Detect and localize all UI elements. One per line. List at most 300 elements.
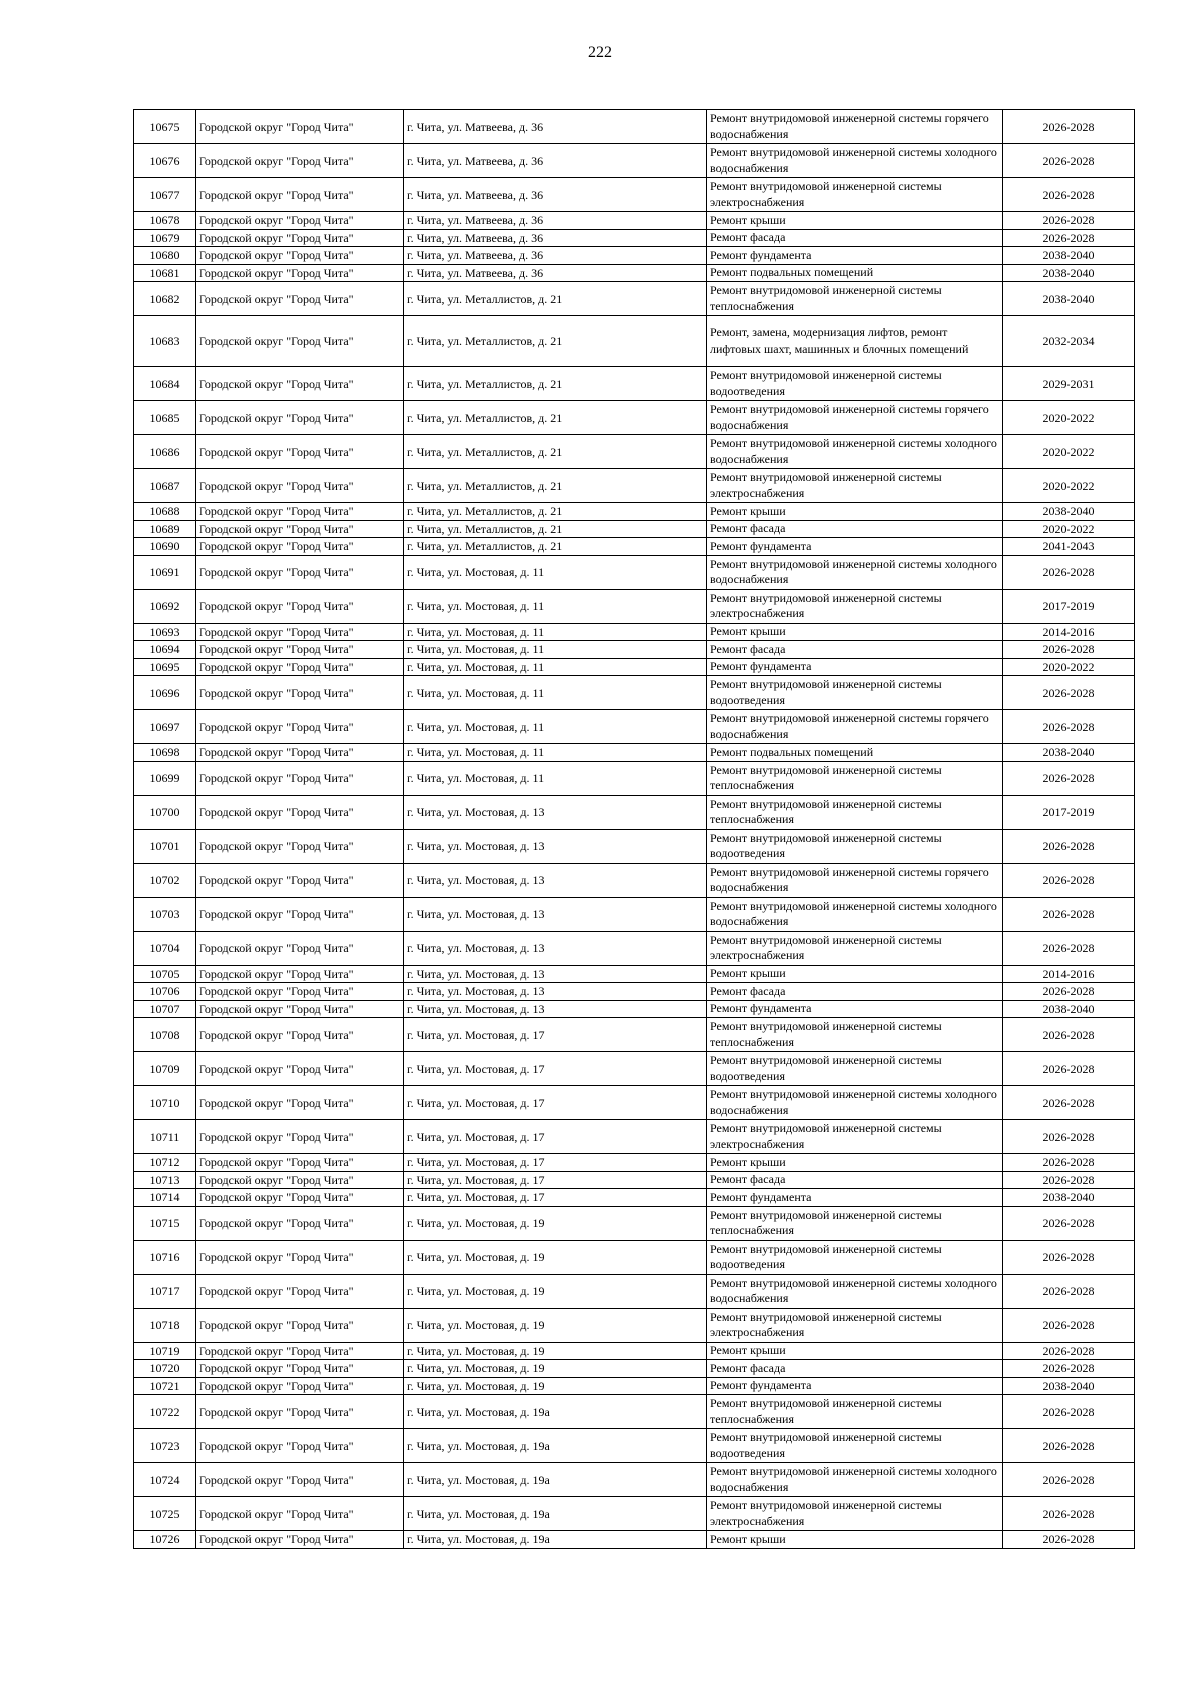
row-number: 10716 — [134, 1240, 196, 1274]
municipality-cell: Городской округ "Город Чита" — [196, 1240, 404, 1274]
address-cell: г. Чита, ул. Мостовая, д. 11 — [404, 761, 707, 795]
row-number: 10725 — [134, 1497, 196, 1531]
row-number: 10709 — [134, 1052, 196, 1086]
row-number: 10712 — [134, 1154, 196, 1172]
work-type-cell: Ремонт фасада — [707, 641, 1003, 659]
work-type-cell: Ремонт внутридомовой инженерной системы холодного водоснабжения — [707, 555, 1003, 589]
row-number: 10697 — [134, 710, 196, 744]
work-type-cell: Ремонт внутридомовой инженерной системы теплоснабжения — [707, 1206, 1003, 1240]
period-cell: 2026-2028 — [1003, 1342, 1135, 1360]
address-cell: г. Чита, ул. Мостовая, д. 11 — [404, 676, 707, 710]
work-type-cell: Ремонт, замена, модернизация лифтов, ремонт лифтовых шахт, машинных и блочных помещений — [707, 316, 1003, 367]
table-row — [134, 229, 1135, 247]
address-cell: г. Чита, ул. Мостовая, д. 13 — [404, 983, 707, 1001]
table-row — [134, 1342, 1135, 1360]
municipality-cell: Городской округ "Город Чита" — [196, 1206, 404, 1240]
address-cell: г. Чита, ул. Металлистов, д. 21 — [404, 316, 707, 367]
table-row — [134, 1000, 1135, 1018]
address-cell: г. Чита, ул. Мостовая, д. 17 — [404, 1120, 707, 1154]
work-type-cell: Ремонт внутридомовой инженерной системы электроснабжения — [707, 1308, 1003, 1342]
municipality-cell: Городской округ "Город Чита" — [196, 623, 404, 641]
period-cell: 2026-2028 — [1003, 931, 1135, 965]
address-cell: г. Чита, ул. Мостовая, д. 19 — [404, 1342, 707, 1360]
work-type-cell: Ремонт фасада — [707, 1171, 1003, 1189]
work-type-cell: Ремонт крыши — [707, 1531, 1003, 1549]
municipality-cell: Городской округ "Город Чита" — [196, 264, 404, 282]
municipality-cell: Городской округ "Город Чита" — [196, 367, 404, 401]
address-cell: г. Чита, ул. Мостовая, д. 19 — [404, 1377, 707, 1395]
period-cell: 2026-2028 — [1003, 1463, 1135, 1497]
period-cell: 2038-2040 — [1003, 1000, 1135, 1018]
period-cell: 2026-2028 — [1003, 761, 1135, 795]
municipality-cell: Городской округ "Город Чита" — [196, 897, 404, 931]
period-cell: 2026-2028 — [1003, 178, 1135, 212]
table-row — [134, 1463, 1135, 1497]
table-row — [134, 1206, 1135, 1240]
work-type-cell: Ремонт внутридомовой инженерной системы теплоснабжения — [707, 761, 1003, 795]
period-cell: 2026-2028 — [1003, 829, 1135, 863]
address-cell: г. Чита, ул. Металлистов, д. 21 — [404, 538, 707, 556]
row-number: 10699 — [134, 761, 196, 795]
row-number: 10693 — [134, 623, 196, 641]
address-cell: г. Чита, ул. Мостовая, д. 11 — [404, 658, 707, 676]
municipality-cell: Городской округ "Город Чита" — [196, 1154, 404, 1172]
row-number: 10721 — [134, 1377, 196, 1395]
period-cell: 2026-2028 — [1003, 1308, 1135, 1342]
table-row — [134, 1120, 1135, 1154]
table-row — [134, 1086, 1135, 1120]
table-row — [134, 538, 1135, 556]
address-cell: г. Чита, ул. Мостовая, д. 19 — [404, 1206, 707, 1240]
table-row — [134, 658, 1135, 676]
row-number: 10684 — [134, 367, 196, 401]
period-cell: 2026-2028 — [1003, 676, 1135, 710]
municipality-cell: Городской округ "Город Чита" — [196, 1308, 404, 1342]
work-type-cell: Ремонт внутридомовой инженерной системы электроснабжения — [707, 589, 1003, 623]
address-cell: г. Чита, ул. Металлистов, д. 21 — [404, 520, 707, 538]
row-number: 10681 — [134, 264, 196, 282]
period-cell: 2020-2022 — [1003, 401, 1135, 435]
period-cell: 2038-2040 — [1003, 282, 1135, 316]
row-number: 10696 — [134, 676, 196, 710]
municipality-cell: Городской округ "Город Чита" — [196, 1171, 404, 1189]
schedule-body — [134, 110, 1135, 1549]
work-type-cell: Ремонт внутридомовой инженерной системы горячего водоснабжения — [707, 401, 1003, 435]
row-number: 10723 — [134, 1429, 196, 1463]
row-number: 10719 — [134, 1342, 196, 1360]
municipality-cell: Городской округ "Город Чита" — [196, 931, 404, 965]
municipality-cell: Городской округ "Город Чита" — [196, 520, 404, 538]
row-number: 10686 — [134, 435, 196, 469]
row-number: 10679 — [134, 229, 196, 247]
address-cell: г. Чита, ул. Металлистов, д. 21 — [404, 401, 707, 435]
period-cell: 2020-2022 — [1003, 469, 1135, 503]
address-cell: г. Чита, ул. Мостовая, д. 19 — [404, 1360, 707, 1378]
address-cell: г. Чита, ул. Мостовая, д. 17 — [404, 1086, 707, 1120]
work-type-cell: Ремонт внутридомовой инженерной системы горячего водоснабжения — [707, 863, 1003, 897]
municipality-cell: Городской округ "Город Чита" — [196, 965, 404, 983]
address-cell: г. Чита, ул. Мостовая, д. 11 — [404, 641, 707, 659]
address-cell: г. Чита, ул. Металлистов, д. 21 — [404, 503, 707, 521]
address-cell: г. Чита, ул. Мостовая, д. 17 — [404, 1154, 707, 1172]
period-cell: 2026-2028 — [1003, 144, 1135, 178]
table-row — [134, 110, 1135, 144]
municipality-cell: Городской округ "Город Чита" — [196, 144, 404, 178]
row-number: 10694 — [134, 641, 196, 659]
work-type-cell: Ремонт подвальных помещений — [707, 264, 1003, 282]
address-cell: г. Чита, ул. Мостовая, д. 13 — [404, 1000, 707, 1018]
period-cell: 2026-2028 — [1003, 1052, 1135, 1086]
period-cell: 2026-2028 — [1003, 1154, 1135, 1172]
table-row — [134, 641, 1135, 659]
table-row — [134, 1497, 1135, 1531]
address-cell: г. Чита, ул. Металлистов, д. 21 — [404, 469, 707, 503]
address-cell: г. Чита, ул. Мостовая, д. 19а — [404, 1429, 707, 1463]
work-type-cell: Ремонт внутридомовой инженерной системы холодного водоснабжения — [707, 1463, 1003, 1497]
row-number: 10701 — [134, 829, 196, 863]
period-cell: 2026-2028 — [1003, 863, 1135, 897]
address-cell: г. Чита, ул. Матвеева, д. 36 — [404, 229, 707, 247]
row-number: 10703 — [134, 897, 196, 931]
municipality-cell: Городской округ "Город Чита" — [196, 247, 404, 265]
row-number: 10680 — [134, 247, 196, 265]
work-type-cell: Ремонт подвальных помещений — [707, 744, 1003, 762]
address-cell: г. Чита, ул. Матвеева, д. 36 — [404, 178, 707, 212]
work-type-cell: Ремонт крыши — [707, 1342, 1003, 1360]
table-row — [134, 1018, 1135, 1052]
row-number: 10676 — [134, 144, 196, 178]
address-cell: г. Чита, ул. Мостовая, д. 17 — [404, 1018, 707, 1052]
table-row — [134, 316, 1135, 367]
work-type-cell: Ремонт внутридомовой инженерной системы электроснабжения — [707, 178, 1003, 212]
municipality-cell: Городской округ "Город Чита" — [196, 1360, 404, 1378]
address-cell: г. Чита, ул. Матвеева, д. 36 — [404, 110, 707, 144]
work-type-cell: Ремонт фасада — [707, 229, 1003, 247]
table-row — [134, 931, 1135, 965]
table-row — [134, 401, 1135, 435]
period-cell: 2038-2040 — [1003, 247, 1135, 265]
period-cell: 2026-2028 — [1003, 555, 1135, 589]
work-type-cell: Ремонт внутридомовой инженерной системы горячего водоснабжения — [707, 110, 1003, 144]
row-number: 10691 — [134, 555, 196, 589]
address-cell: г. Чита, ул. Мостовая, д. 19 — [404, 1308, 707, 1342]
period-cell: 2026-2028 — [1003, 1497, 1135, 1531]
table-row — [134, 367, 1135, 401]
address-cell: г. Чита, ул. Матвеева, д. 36 — [404, 264, 707, 282]
table-row — [134, 1308, 1135, 1342]
work-type-cell: Ремонт фундамента — [707, 1000, 1003, 1018]
address-cell: г. Чита, ул. Мостовая, д. 13 — [404, 897, 707, 931]
period-cell: 2017-2019 — [1003, 589, 1135, 623]
period-cell: 2017-2019 — [1003, 795, 1135, 829]
work-type-cell: Ремонт внутридомовой инженерной системы водоотведения — [707, 829, 1003, 863]
row-number: 10715 — [134, 1206, 196, 1240]
work-type-cell: Ремонт фасада — [707, 1360, 1003, 1378]
address-cell: г. Чита, ул. Мостовая, д. 13 — [404, 795, 707, 829]
municipality-cell: Городской округ "Город Чита" — [196, 110, 404, 144]
work-type-cell: Ремонт крыши — [707, 623, 1003, 641]
period-cell: 2026-2028 — [1003, 1206, 1135, 1240]
municipality-cell: Городской округ "Город Чита" — [196, 503, 404, 521]
address-cell: г. Чита, ул. Мостовая, д. 13 — [404, 829, 707, 863]
municipality-cell: Городской округ "Город Чита" — [196, 983, 404, 1001]
period-cell: 2026-2028 — [1003, 110, 1135, 144]
table-row — [134, 897, 1135, 931]
table-row — [134, 1189, 1135, 1207]
table-row — [134, 503, 1135, 521]
period-cell: 2026-2028 — [1003, 212, 1135, 230]
address-cell: г. Чита, ул. Мостовая, д. 11 — [404, 744, 707, 762]
period-cell: 2020-2022 — [1003, 658, 1135, 676]
address-cell: г. Чита, ул. Мостовая, д. 19а — [404, 1497, 707, 1531]
row-number: 10724 — [134, 1463, 196, 1497]
work-type-cell: Ремонт внутридомовой инженерной системы холодного водоснабжения — [707, 1274, 1003, 1308]
period-cell: 2026-2028 — [1003, 1360, 1135, 1378]
work-type-cell: Ремонт внутридомовой инженерной системы холодного водоснабжения — [707, 897, 1003, 931]
row-number: 10704 — [134, 931, 196, 965]
table-row — [134, 555, 1135, 589]
row-number: 10706 — [134, 983, 196, 1001]
work-type-cell: Ремонт внутридомовой инженерной системы водоотведения — [707, 1240, 1003, 1274]
work-type-cell: Ремонт внутридомовой инженерной системы электроснабжения — [707, 1120, 1003, 1154]
municipality-cell: Городской округ "Город Чита" — [196, 589, 404, 623]
municipality-cell: Городской округ "Город Чита" — [196, 1395, 404, 1429]
municipality-cell: Городской округ "Город Чита" — [196, 316, 404, 367]
repair-schedule-table — [133, 109, 1135, 1549]
address-cell: г. Чита, ул. Матвеева, д. 36 — [404, 212, 707, 230]
address-cell: г. Чита, ул. Мостовая, д. 19а — [404, 1531, 707, 1549]
municipality-cell: Городской округ "Город Чита" — [196, 401, 404, 435]
row-number: 10705 — [134, 965, 196, 983]
period-cell: 2026-2028 — [1003, 1171, 1135, 1189]
row-number: 10688 — [134, 503, 196, 521]
table-row — [134, 1154, 1135, 1172]
address-cell: г. Чита, ул. Металлистов, д. 21 — [404, 367, 707, 401]
period-cell: 2020-2022 — [1003, 435, 1135, 469]
period-cell: 2026-2028 — [1003, 1274, 1135, 1308]
work-type-cell: Ремонт фасада — [707, 520, 1003, 538]
municipality-cell: Городской округ "Город Чита" — [196, 710, 404, 744]
period-cell: 2014-2016 — [1003, 623, 1135, 641]
work-type-cell: Ремонт крыши — [707, 503, 1003, 521]
municipality-cell: Городской округ "Город Чита" — [196, 178, 404, 212]
address-cell: г. Чита, ул. Мостовая, д. 19 — [404, 1274, 707, 1308]
row-number: 10722 — [134, 1395, 196, 1429]
period-cell: 2026-2028 — [1003, 1018, 1135, 1052]
period-cell: 2026-2028 — [1003, 1531, 1135, 1549]
address-cell: г. Чита, ул. Мостовая, д. 17 — [404, 1189, 707, 1207]
table-row — [134, 829, 1135, 863]
row-number: 10713 — [134, 1171, 196, 1189]
work-type-cell: Ремонт фундамента — [707, 1189, 1003, 1207]
period-cell: 2038-2040 — [1003, 264, 1135, 282]
work-type-cell: Ремонт фасада — [707, 983, 1003, 1001]
row-number: 10700 — [134, 795, 196, 829]
period-cell: 2026-2028 — [1003, 1429, 1135, 1463]
row-number: 10685 — [134, 401, 196, 435]
period-cell: 2026-2028 — [1003, 983, 1135, 1001]
table-row — [134, 1429, 1135, 1463]
period-cell: 2026-2028 — [1003, 1086, 1135, 1120]
municipality-cell: Городской округ "Город Чита" — [196, 676, 404, 710]
work-type-cell: Ремонт внутридомовой инженерной системы теплоснабжения — [707, 1018, 1003, 1052]
period-cell: 2032-2034 — [1003, 316, 1135, 367]
municipality-cell: Городской округ "Город Чита" — [196, 641, 404, 659]
municipality-cell: Городской округ "Город Чита" — [196, 1052, 404, 1086]
row-number: 10711 — [134, 1120, 196, 1154]
address-cell: г. Чита, ул. Матвеева, д. 36 — [404, 144, 707, 178]
table-row — [134, 1360, 1135, 1378]
work-type-cell: Ремонт фундамента — [707, 538, 1003, 556]
municipality-cell: Городской округ "Город Чита" — [196, 744, 404, 762]
address-cell: г. Чита, ул. Металлистов, д. 21 — [404, 435, 707, 469]
period-cell: 2041-2043 — [1003, 538, 1135, 556]
municipality-cell: Городской округ "Город Чита" — [196, 795, 404, 829]
work-type-cell: Ремонт фундамента — [707, 1377, 1003, 1395]
municipality-cell: Городской округ "Город Чита" — [196, 282, 404, 316]
table-row — [134, 744, 1135, 762]
municipality-cell: Городской округ "Город Чита" — [196, 761, 404, 795]
municipality-cell: Городской округ "Город Чита" — [196, 1342, 404, 1360]
work-type-cell: Ремонт внутридомовой инженерной системы водоотведения — [707, 1052, 1003, 1086]
municipality-cell: Городской округ "Город Чита" — [196, 1531, 404, 1549]
row-number: 10690 — [134, 538, 196, 556]
municipality-cell: Городской округ "Город Чита" — [196, 555, 404, 589]
address-cell: г. Чита, ул. Мостовая, д. 17 — [404, 1171, 707, 1189]
row-number: 10698 — [134, 744, 196, 762]
table-row — [134, 1274, 1135, 1308]
municipality-cell: Городской округ "Город Чита" — [196, 1377, 404, 1395]
row-number: 10726 — [134, 1531, 196, 1549]
row-number: 10687 — [134, 469, 196, 503]
municipality-cell: Городской округ "Город Чита" — [196, 1429, 404, 1463]
period-cell: 2038-2040 — [1003, 1189, 1135, 1207]
row-number: 10683 — [134, 316, 196, 367]
row-number: 10678 — [134, 212, 196, 230]
table-row — [134, 144, 1135, 178]
row-number: 10689 — [134, 520, 196, 538]
period-cell: 2014-2016 — [1003, 965, 1135, 983]
work-type-cell: Ремонт внутридомовой инженерной системы водоотведения — [707, 367, 1003, 401]
work-type-cell: Ремонт крыши — [707, 212, 1003, 230]
work-type-cell: Ремонт фундамента — [707, 658, 1003, 676]
address-cell: г. Чита, ул. Мостовая, д. 13 — [404, 863, 707, 897]
period-cell: 2026-2028 — [1003, 229, 1135, 247]
table-row — [134, 1395, 1135, 1429]
row-number: 10714 — [134, 1189, 196, 1207]
table-row — [134, 1377, 1135, 1395]
period-cell: 2038-2040 — [1003, 503, 1135, 521]
address-cell: г. Чита, ул. Металлистов, д. 21 — [404, 282, 707, 316]
work-type-cell: Ремонт внутридомовой инженерной системы горячего водоснабжения — [707, 710, 1003, 744]
table-row — [134, 623, 1135, 641]
row-number: 10708 — [134, 1018, 196, 1052]
period-cell: 2026-2028 — [1003, 897, 1135, 931]
address-cell: г. Чита, ул. Матвеева, д. 36 — [404, 247, 707, 265]
table-row — [134, 178, 1135, 212]
work-type-cell: Ремонт внутридомовой инженерной системы электроснабжения — [707, 1497, 1003, 1531]
period-cell: 2026-2028 — [1003, 1395, 1135, 1429]
address-cell: г. Чита, ул. Мостовая, д. 11 — [404, 710, 707, 744]
period-cell: 2026-2028 — [1003, 710, 1135, 744]
table-row — [134, 761, 1135, 795]
period-cell: 2026-2028 — [1003, 641, 1135, 659]
address-cell: г. Чита, ул. Мостовая, д. 11 — [404, 623, 707, 641]
table-row — [134, 1171, 1135, 1189]
municipality-cell: Городской округ "Город Чита" — [196, 1274, 404, 1308]
row-number: 10718 — [134, 1308, 196, 1342]
address-cell: г. Чита, ул. Мостовая, д. 11 — [404, 589, 707, 623]
row-number: 10717 — [134, 1274, 196, 1308]
row-number: 10707 — [134, 1000, 196, 1018]
period-cell: 2026-2028 — [1003, 1120, 1135, 1154]
municipality-cell: Городской округ "Город Чита" — [196, 1000, 404, 1018]
period-cell: 2038-2040 — [1003, 744, 1135, 762]
table-row — [134, 282, 1135, 316]
municipality-cell: Городской округ "Город Чита" — [196, 435, 404, 469]
table-row — [134, 247, 1135, 265]
work-type-cell: Ремонт внутридомовой инженерной системы теплоснабжения — [707, 282, 1003, 316]
row-number: 10677 — [134, 178, 196, 212]
table-row — [134, 435, 1135, 469]
table-row — [134, 469, 1135, 503]
municipality-cell: Городской округ "Город Чита" — [196, 1018, 404, 1052]
table-row — [134, 589, 1135, 623]
work-type-cell: Ремонт крыши — [707, 965, 1003, 983]
municipality-cell: Городской округ "Город Чита" — [196, 469, 404, 503]
table-row — [134, 983, 1135, 1001]
work-type-cell: Ремонт внутридомовой инженерной системы водоотведения — [707, 1429, 1003, 1463]
municipality-cell: Городской округ "Город Чита" — [196, 1463, 404, 1497]
page-number: 222 — [588, 44, 612, 61]
table-row — [134, 520, 1135, 538]
municipality-cell: Городской округ "Город Чита" — [196, 1086, 404, 1120]
row-number: 10682 — [134, 282, 196, 316]
period-cell: 2038-2040 — [1003, 1377, 1135, 1395]
row-number: 10702 — [134, 863, 196, 897]
work-type-cell: Ремонт фундамента — [707, 247, 1003, 265]
municipality-cell: Городской округ "Город Чита" — [196, 1189, 404, 1207]
address-cell: г. Чита, ул. Мостовая, д. 13 — [404, 931, 707, 965]
work-type-cell: Ремонт внутридомовой инженерной системы теплоснабжения — [707, 795, 1003, 829]
table-row — [134, 1052, 1135, 1086]
municipality-cell: Городской округ "Город Чита" — [196, 829, 404, 863]
table-row — [134, 795, 1135, 829]
row-number: 10675 — [134, 110, 196, 144]
period-cell: 2029-2031 — [1003, 367, 1135, 401]
address-cell: г. Чита, ул. Мостовая, д. 19а — [404, 1395, 707, 1429]
period-cell: 2026-2028 — [1003, 1240, 1135, 1274]
table-row — [134, 676, 1135, 710]
work-type-cell: Ремонт внутридомовой инженерной системы электроснабжения — [707, 931, 1003, 965]
work-type-cell: Ремонт внутридомовой инженерной системы электроснабжения — [707, 469, 1003, 503]
work-type-cell: Ремонт внутридомовой инженерной системы холодного водоснабжения — [707, 1086, 1003, 1120]
work-type-cell: Ремонт крыши — [707, 1154, 1003, 1172]
address-cell: г. Чита, ул. Мостовая, д. 17 — [404, 1052, 707, 1086]
row-number: 10695 — [134, 658, 196, 676]
municipality-cell: Городской округ "Город Чита" — [196, 538, 404, 556]
row-number: 10692 — [134, 589, 196, 623]
address-cell: г. Чита, ул. Мостовая, д. 13 — [404, 965, 707, 983]
table-row — [134, 710, 1135, 744]
address-cell: г. Чита, ул. Мостовая, д. 19а — [404, 1463, 707, 1497]
municipality-cell: Городской округ "Город Чита" — [196, 212, 404, 230]
work-type-cell: Ремонт внутридомовой инженерной системы холодного водоснабжения — [707, 435, 1003, 469]
municipality-cell: Городской округ "Город Чита" — [196, 658, 404, 676]
table-row — [134, 1240, 1135, 1274]
municipality-cell: Городской округ "Город Чита" — [196, 863, 404, 897]
municipality-cell: Городской округ "Город Чита" — [196, 229, 404, 247]
